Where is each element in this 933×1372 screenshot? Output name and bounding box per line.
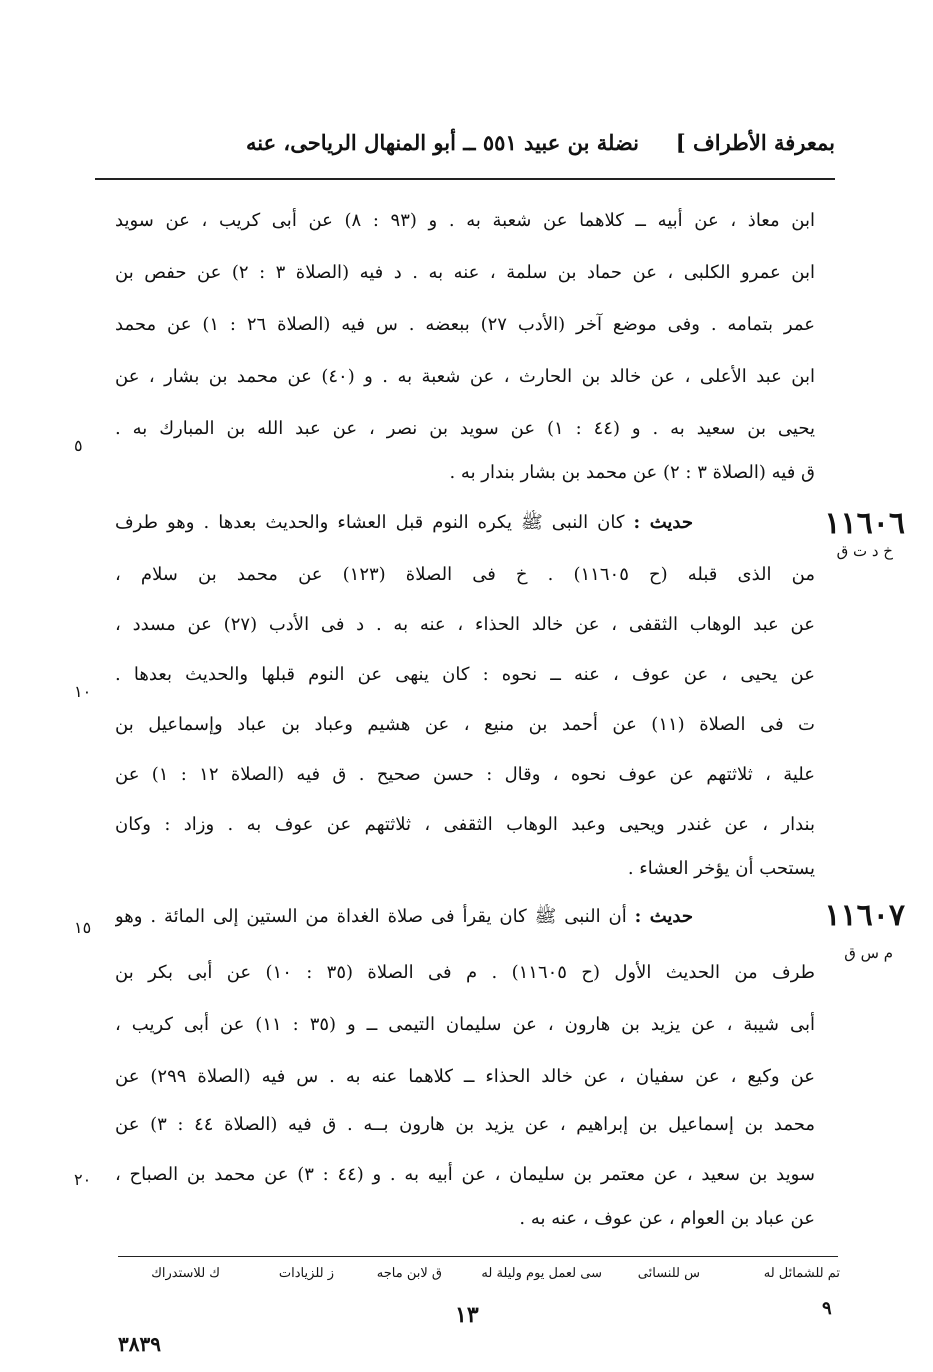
- text-line: يستحب أن يؤخر العشاء .: [627, 858, 815, 879]
- abbreviation-item: تم للشمائل له: [763, 1266, 840, 1281]
- abbreviation-item: ك للاستدراك: [151, 1266, 220, 1281]
- hadith-first-line: [115, 904, 693, 930]
- abbreviation-item: س للنسائى: [637, 1266, 700, 1281]
- footer-divider: [118, 1256, 838, 1257]
- text-line: يحيى بن سعيد به . و (٤٤ : ١) عن سويد بن نصر ، عن عبد الله بن المبارك به .: [115, 418, 815, 439]
- header-divider: [95, 178, 835, 180]
- text-line: ابن معاذ ، عن أبيه ــ كلاهما عن شعبة به . و (٩٣ : ٨) عن أبى كريب ، عن سويد: [115, 210, 815, 231]
- text-line: ابن عبد الأعلى ، عن خالد بن الحارث ، عن شعبة به . و (٤٠) عن محمد بن بشار ، عن: [115, 366, 815, 387]
- hadith-first-line: [115, 510, 693, 536]
- header-section-title: بمعرفة الأطراف ]: [675, 130, 835, 155]
- abbreviation-item: ق لابن ماجه: [376, 1266, 442, 1281]
- text-line: محمد بن إسماعيل بن إبراهيم ، عن يزيد بن هارون بــه . ق فيه (الصلاة ٤٤ : ٣) عن: [115, 1114, 815, 1135]
- page-number: ١٣: [455, 1302, 479, 1328]
- archive-number: ٣٨٣٩: [118, 1332, 161, 1356]
- text-line: عن عبد الوهاب الثقفى ، عن خالد الحذاء ، عنه به . د فى الأدب (٢٧) عن مسدد ،: [115, 614, 815, 635]
- line-margin-number: ١٠: [74, 682, 92, 701]
- text-line: ت فى الصلاة (١١) عن أحمد بن منيع ، عن هشيم وعباد بن عباد وإسماعيل بن: [115, 714, 815, 735]
- text-line: من الذى قبله (ح ١١٦٠٥) . خ فى الصلاة (١٢٣) عن محمد بن سلام ،: [115, 564, 815, 585]
- hadith-text: كان النبى ﷺ يكره النوم قبل العشاء والحديث بعدها . وهو طرف: [115, 512, 625, 533]
- header-narrator-chain: نضلة بن عبيد ٥٥١ ــ أبو المنهال الرياحى، عنه: [246, 130, 639, 155]
- line-margin-number: ٥: [74, 436, 83, 455]
- hadith-label: حديث :: [633, 512, 693, 533]
- line-margin-number: ٢٠: [74, 1170, 92, 1189]
- volume-number: ٩: [822, 1298, 832, 1319]
- line-margin-number: ١٥: [74, 918, 92, 937]
- hadith-number: ١١٦٠٦: [824, 506, 905, 541]
- hadith-sources-sigla: م س ق: [844, 944, 893, 962]
- running-header: [95, 122, 835, 170]
- hadith-sources-sigla: خ د ت ق: [836, 542, 893, 560]
- text-line: ق فيه (الصلاة ٣ : ٢) عن محمد بن بشار بندار به .: [449, 462, 815, 483]
- text-line: أبى شيبة ، عن يزيد بن هارون ، عن سليمان التيمى ــ و (٣٥ : ١١) عن أبى كريب ،: [115, 1014, 815, 1035]
- text-line: بندار ، عن غندر ويحيى وعبد الوهاب الثقفى ، ثلاثتهم عن عوف به . وزاد : وكان: [115, 814, 815, 835]
- text-line: سويد بن سعيد ، عن معتمر بن سليمان ، عن أبيه به . و (٤٤ : ٣) عن محمد بن الصباح ،: [115, 1164, 815, 1185]
- text-line: ابن عمرو الكلبى ، عن حماد بن سلمة ، عنه به . د فيه (الصلاة ٣ : ٢) عن حفص بن: [115, 262, 815, 283]
- text-line: عن وكيع ، عن سفيان ، عن خالد الحذاء ــ كلاهما عنه به . س فيه (الصلاة ٢٩٩) عن: [115, 1066, 815, 1087]
- text-line: طرف من الحديث الأول (ح ١١٦٠٥) . م فى الصلاة (٣٥ : ١٠) عن أبى بكر بن: [115, 962, 815, 983]
- text-line: عن عباد بن العوام ، عن عوف ، عنه به .: [519, 1208, 815, 1229]
- hadith-text: أن النبى ﷺ كان يقرأ فى صلاة الغداة من الستين إلى المائة . وهو: [115, 906, 627, 927]
- text-line: عن يحيى ، عن عوف ، عنه ــ نحوه : كان ينهى عن النوم قبلها والحديث بعدها .: [115, 664, 815, 685]
- hadith-number: ١١٦٠٧: [824, 898, 905, 933]
- abbreviation-key: [118, 1266, 840, 1290]
- hadith-label: حديث :: [634, 906, 693, 927]
- text-line: علية ، ثلاثتهم عن عوف نحوه ، وقال : حسن صحيح . ق فيه (الصلاة ١٢ : ١) عن: [115, 764, 815, 785]
- text-line: عمر بتمامه . وفى موضع آخر (الأدب ٢٧) ببعضه . س فيه (الصلاة ٢٦ : ١) عن محمد: [115, 314, 815, 335]
- abbreviation-item: ز للزيادات: [278, 1266, 334, 1281]
- abbreviation-item: سى لعمل يوم وليلة له: [481, 1266, 602, 1281]
